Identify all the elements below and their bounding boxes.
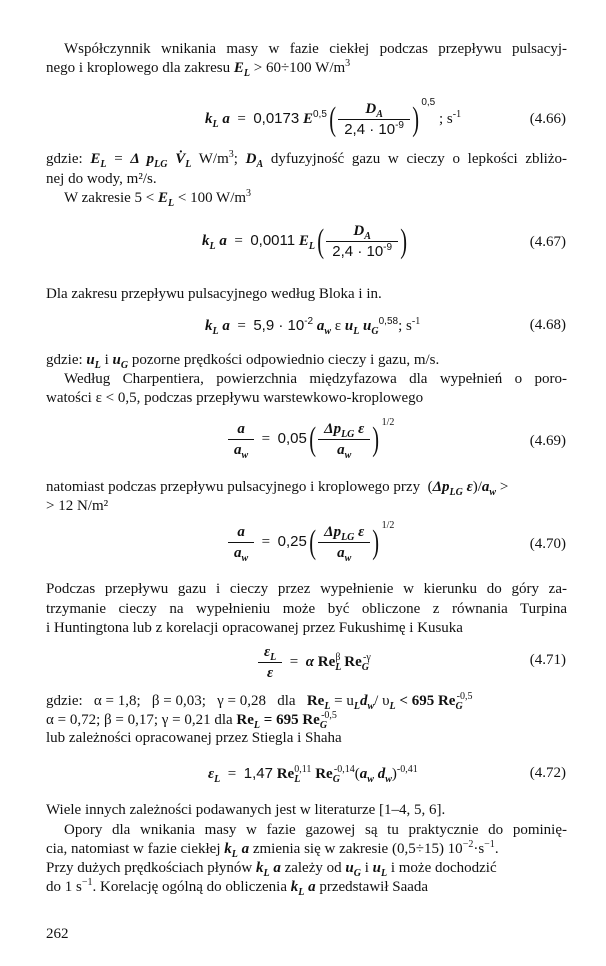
text-line	[64, 40, 567, 58]
text-line: Dla zakresu przepływu pulsacyjnego według Bloka i in.	[46, 286, 382, 302]
equation-4-69: $\frac{a}{a_w}$ = 0,05( $\frac{\Delta p_{LG} \varepsilon}{a_w}$ ) $^{1/2}$	[228, 420, 394, 459]
text-line: i Huntingtona lub z korelacji opracowanej przez Fukushimę i Kusuka	[46, 620, 463, 636]
text-line: cia, natomiast w fazie ciekłej $k_L$ a zmienia się w zakresie (0,5÷15) $10^{-2}\cdot s^{-1}$.	[46, 839, 499, 860]
text-line: nego i kroplowego dla zakresu $E_L > 60\div 100$ $W/m^3$	[46, 58, 351, 79]
equation-4-68: $k_L$ $a = 5,9 \cdot 10^{-2}$ $a_w$ ε $u_L$ $u_G^{0,58}$; $s^{-1}$	[205, 316, 421, 337]
text-line: Wiele innych zależności podawanych jest w literaturze [1–4, 5, 6].	[46, 802, 446, 818]
equation-4-71: $\frac{\varepsilon_L}{\varepsilon}$ = α $Re_L^\beta$ $Re_G^{-\gamma}$	[258, 643, 371, 682]
text: nego i kroplowego dla zakresu	[46, 60, 234, 76]
text-line: do 1 $s^{-1}$. Korelację ogólną do obliczenia $k_L$ a przedstawił Saada	[46, 877, 429, 898]
text: Współczynnik wnikania masy w fazie ciekłej podczas przepływu pulsacyj-	[64, 41, 567, 57]
text-line: Według Charpentiera, powierzchnia międzyfazowa dla wypełnień o poro-	[64, 371, 567, 387]
text-line: gdzie: $u_L$ i $u_G$ pozorne prędkości odpowiednio cieczy i gazu, m/s.	[46, 352, 440, 371]
text-line: nej do wody, m²/s.	[46, 171, 157, 187]
equation-number: (4.66)	[529, 111, 566, 127]
text-line: α = 0,72; β = 0,17; γ = 0,21 dla $Re_L = 695$ $Re_G^{-0,5}$	[46, 710, 337, 731]
equation-4-67: $k_L$ a = 0,0011 $E_L$( $\frac{D_A}{2,4 \cdot 10^{-9}}$ )	[202, 222, 408, 260]
equation-number: (4.72)	[529, 765, 566, 781]
text-line: watości ε < 0,5, podczas przepływu warstewkowo-kroplowego	[46, 390, 424, 406]
equation-number: (4.70)	[529, 536, 566, 552]
page-number: 262	[46, 926, 69, 942]
text: > 60÷100 W/m	[249, 60, 346, 76]
equation-4-70: $\frac{a}{a_w}$ = 0,25( $\frac{\Delta p_{LG} \varepsilon}{a_w}$ ) $^{1/2}$	[228, 523, 394, 562]
equation-number: (4.71)	[529, 652, 566, 668]
equation-number: (4.67)	[529, 234, 566, 250]
equation-number: (4.68)	[529, 317, 566, 333]
text-line: > 12 N/m²	[46, 498, 109, 514]
symbol-E: $E_L$	[233, 60, 250, 79]
text-line: lub zależności opracowanej przez Stiegla i Shaha	[46, 730, 342, 746]
text-line: Podczas przepływu gazu i cieczy przez wypełnienie w kierunku do góry za-	[46, 581, 567, 597]
equation-4-66: $k_L$ a = 0,0173 E$^{0,5}$( $\frac{D_A}{2,4 \cdot 10^{-9}}$ ) $^{0,5}$ ; $s^{-1}$	[205, 96, 462, 138]
text-line: natomiast podczas przepływu pulsacyjnego i kroplowego przy ($\Delta p_{LG}$ $\varepsilon)/a_w$ >	[46, 479, 509, 498]
text-line: Opory dla wnikania masy w fazie gazowej są tu praktycznie do pominię-	[64, 822, 567, 838]
text-line: W zakresie $5 < E_L < 100$ $W/m^3$	[64, 188, 252, 209]
text-line: trzymanie cieczy na wypełnieniu może być obliczone z równania Turpina	[46, 601, 567, 617]
text-line: Przy dużych prędkościach płynów $k_L$ a zależy od $u_G$ i $u_L$ i może dochodzić	[46, 860, 497, 879]
text-line: gdzie: $E_L = \Delta$ $p_{LG}$ $V̇_L$ $W/m^3$; $D_A$ dyfuzyjność gazu w cieczy o lepkości zbliżo-	[46, 149, 568, 170]
equation-4-72: $\varepsilon_L = 1,47$ $Re_L^{0,11}$ $Re_G^{-0,14}(a_w$ $d_w)^{-0,41}$	[208, 764, 418, 785]
text-line: gdzie: α = 1,8; β = 0,03; γ = 0,28 dla $Re_L = u_Ld_w/$ $\upsilon_L < 695$ $Re_G^{-0,5}$	[46, 691, 473, 712]
equation-number: (4.69)	[529, 433, 566, 449]
